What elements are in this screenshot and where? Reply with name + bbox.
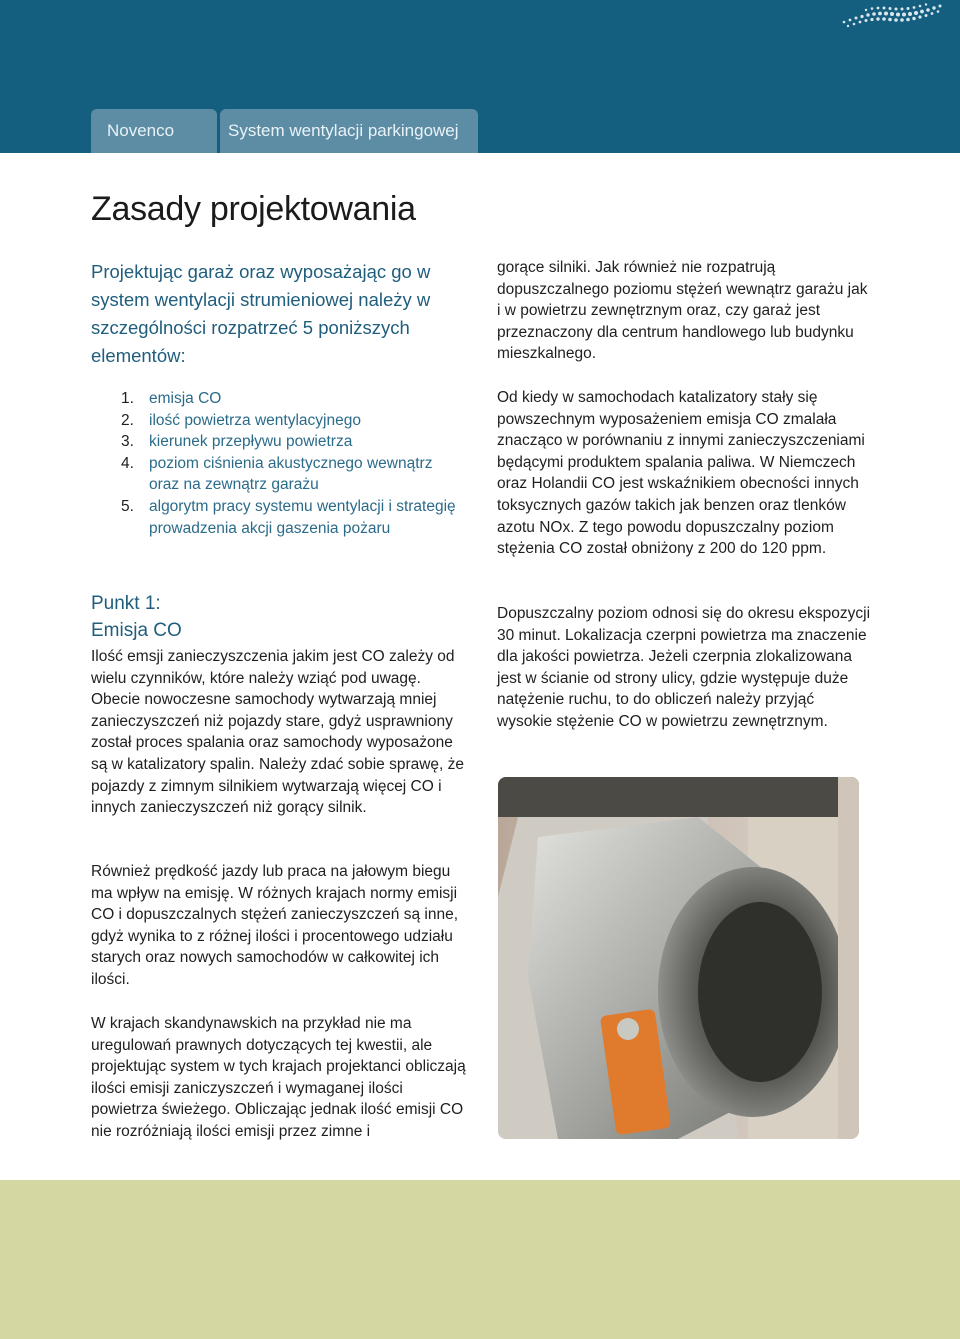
section-title: Emisja CO	[91, 620, 182, 641]
list-item	[91, 410, 461, 432]
paragraph-hot-engines: gorące silniki. Jak również nie rozpatrują dopuszczalnego poziomu stężeń wewnątrz garażu jak i w powietrzu zewnętrznym oraz, czy garaż jest przeznaczony dla centrum handlowego lub budynku mieszkalnego.	[497, 259, 868, 363]
list-number: 5.	[121, 497, 134, 515]
tab-system-wentylacji[interactable]: System wentylacji parkingowej	[220, 109, 478, 153]
list-number: 4.	[121, 454, 134, 472]
list-number: 1.	[121, 390, 134, 407]
elements-list	[91, 388, 461, 539]
novenco-logo-icon	[836, 0, 946, 28]
paragraph-catalysts: Od kiedy w samochodach katalizatory stały się powszechnym wyposażeniem emisja CO zmalała znacząco w porównaniu z innymi zanieczyszczeniami będącymi produktem spalania paliwa. W Niemczech oraz Holandii CO jest wskaźnikiem obecności innych toksycznych gazów takich jak benzen oraz tlenków azotu NOx. Z tego powodu dopuszczalny poziom stężenia CO został obniżony z 200 do 120 ppm.	[497, 389, 865, 558]
list-item-text: kierunek przepływu powietrza	[149, 433, 353, 451]
list-item-text: emisja CO	[149, 390, 222, 407]
page-title: Zasady projektowania	[91, 190, 416, 228]
paragraph-emission-factors: Ilość emsji zanieczyszczenia jakim jest CO zależy od wielu czynników, które należy wziąć pod uwagę. Obecie nowoczesne samochody wytwarzają mniej zanieczyszczeń niż pojazdy stare, gdyż usprawniony został proces spalania oraz samochody wyposażone są w katalizatory spalin. Należy zdać sobie sprawę, że pojazdy z zimnym silnikiem wytwarzają więcej CO i innych zanieczyszczeń niż gorący silnik.	[91, 648, 465, 817]
list-item-text: ilość powietrza wentylacyjnego	[149, 411, 361, 429]
list-item	[91, 431, 461, 453]
list-number: 2.	[121, 411, 134, 429]
tab-novenco[interactable]: Novenco	[91, 109, 217, 153]
jet-fan-image	[498, 777, 859, 1139]
paragraph-scandinavia: W krajach skandynawskich na przykład nie ma uregulowań prawnych dotyczących tej kwestii, ale projektując system w tych krajach projektanci obliczają ilości emisji zaniczyszczeń i wymaganej ilości powietrza świeżego. Obliczając jednak ilość emisji CO nie rozróżniają ilości emisji przez zimne i	[91, 1015, 466, 1140]
section-label: Punkt 1:	[91, 593, 161, 614]
intro-text: Projektując garaż oraz wyposażając go w system wentylacji strumieniowej należy w szczególności rozpatrzeć 5 poniższych elementów:	[91, 261, 431, 366]
fan-photo	[498, 777, 859, 1139]
list-item	[91, 388, 461, 410]
list-number: 3.	[121, 433, 134, 451]
list-item	[91, 453, 461, 496]
list-item	[91, 496, 461, 539]
list-item-text: algorytm pracy systemu wentylacji i strategię prowadzenia akcji gaszenia pożaru	[149, 497, 456, 537]
footer-band	[0, 1180, 960, 1339]
paragraph-speed-idle: Również prędkość jazdy lub praca na jałowym biegu ma wpływ na emisję. W różnych krajach normy emisji CO i dopuszczalnych stężeń zanieczyszczeń są inne, gdyż wynika to z różnej ilości i procentowego udziału starych oraz nowych samochodów w całkowitej ich ilości.	[91, 863, 459, 988]
paragraph-exposure: Dopuszczalny poziom odnosi się do okresu ekspozycji 30 minut. Lokalizacja czerpni powietrza ma znaczenie dla jakości powietrza. Jeżeli czerpnia zlokalizowana jest w ścianie od strony ulicy, gdzie występuje duże natężenie ruchu, to do obliczeń należy przyjąć wysokie stężenie CO w powietrzu zewnętrznym.	[497, 605, 871, 730]
list-item-text: poziom ciśnienia akustycznego wewnątrz oraz na zewnątrz garażu	[149, 454, 433, 494]
